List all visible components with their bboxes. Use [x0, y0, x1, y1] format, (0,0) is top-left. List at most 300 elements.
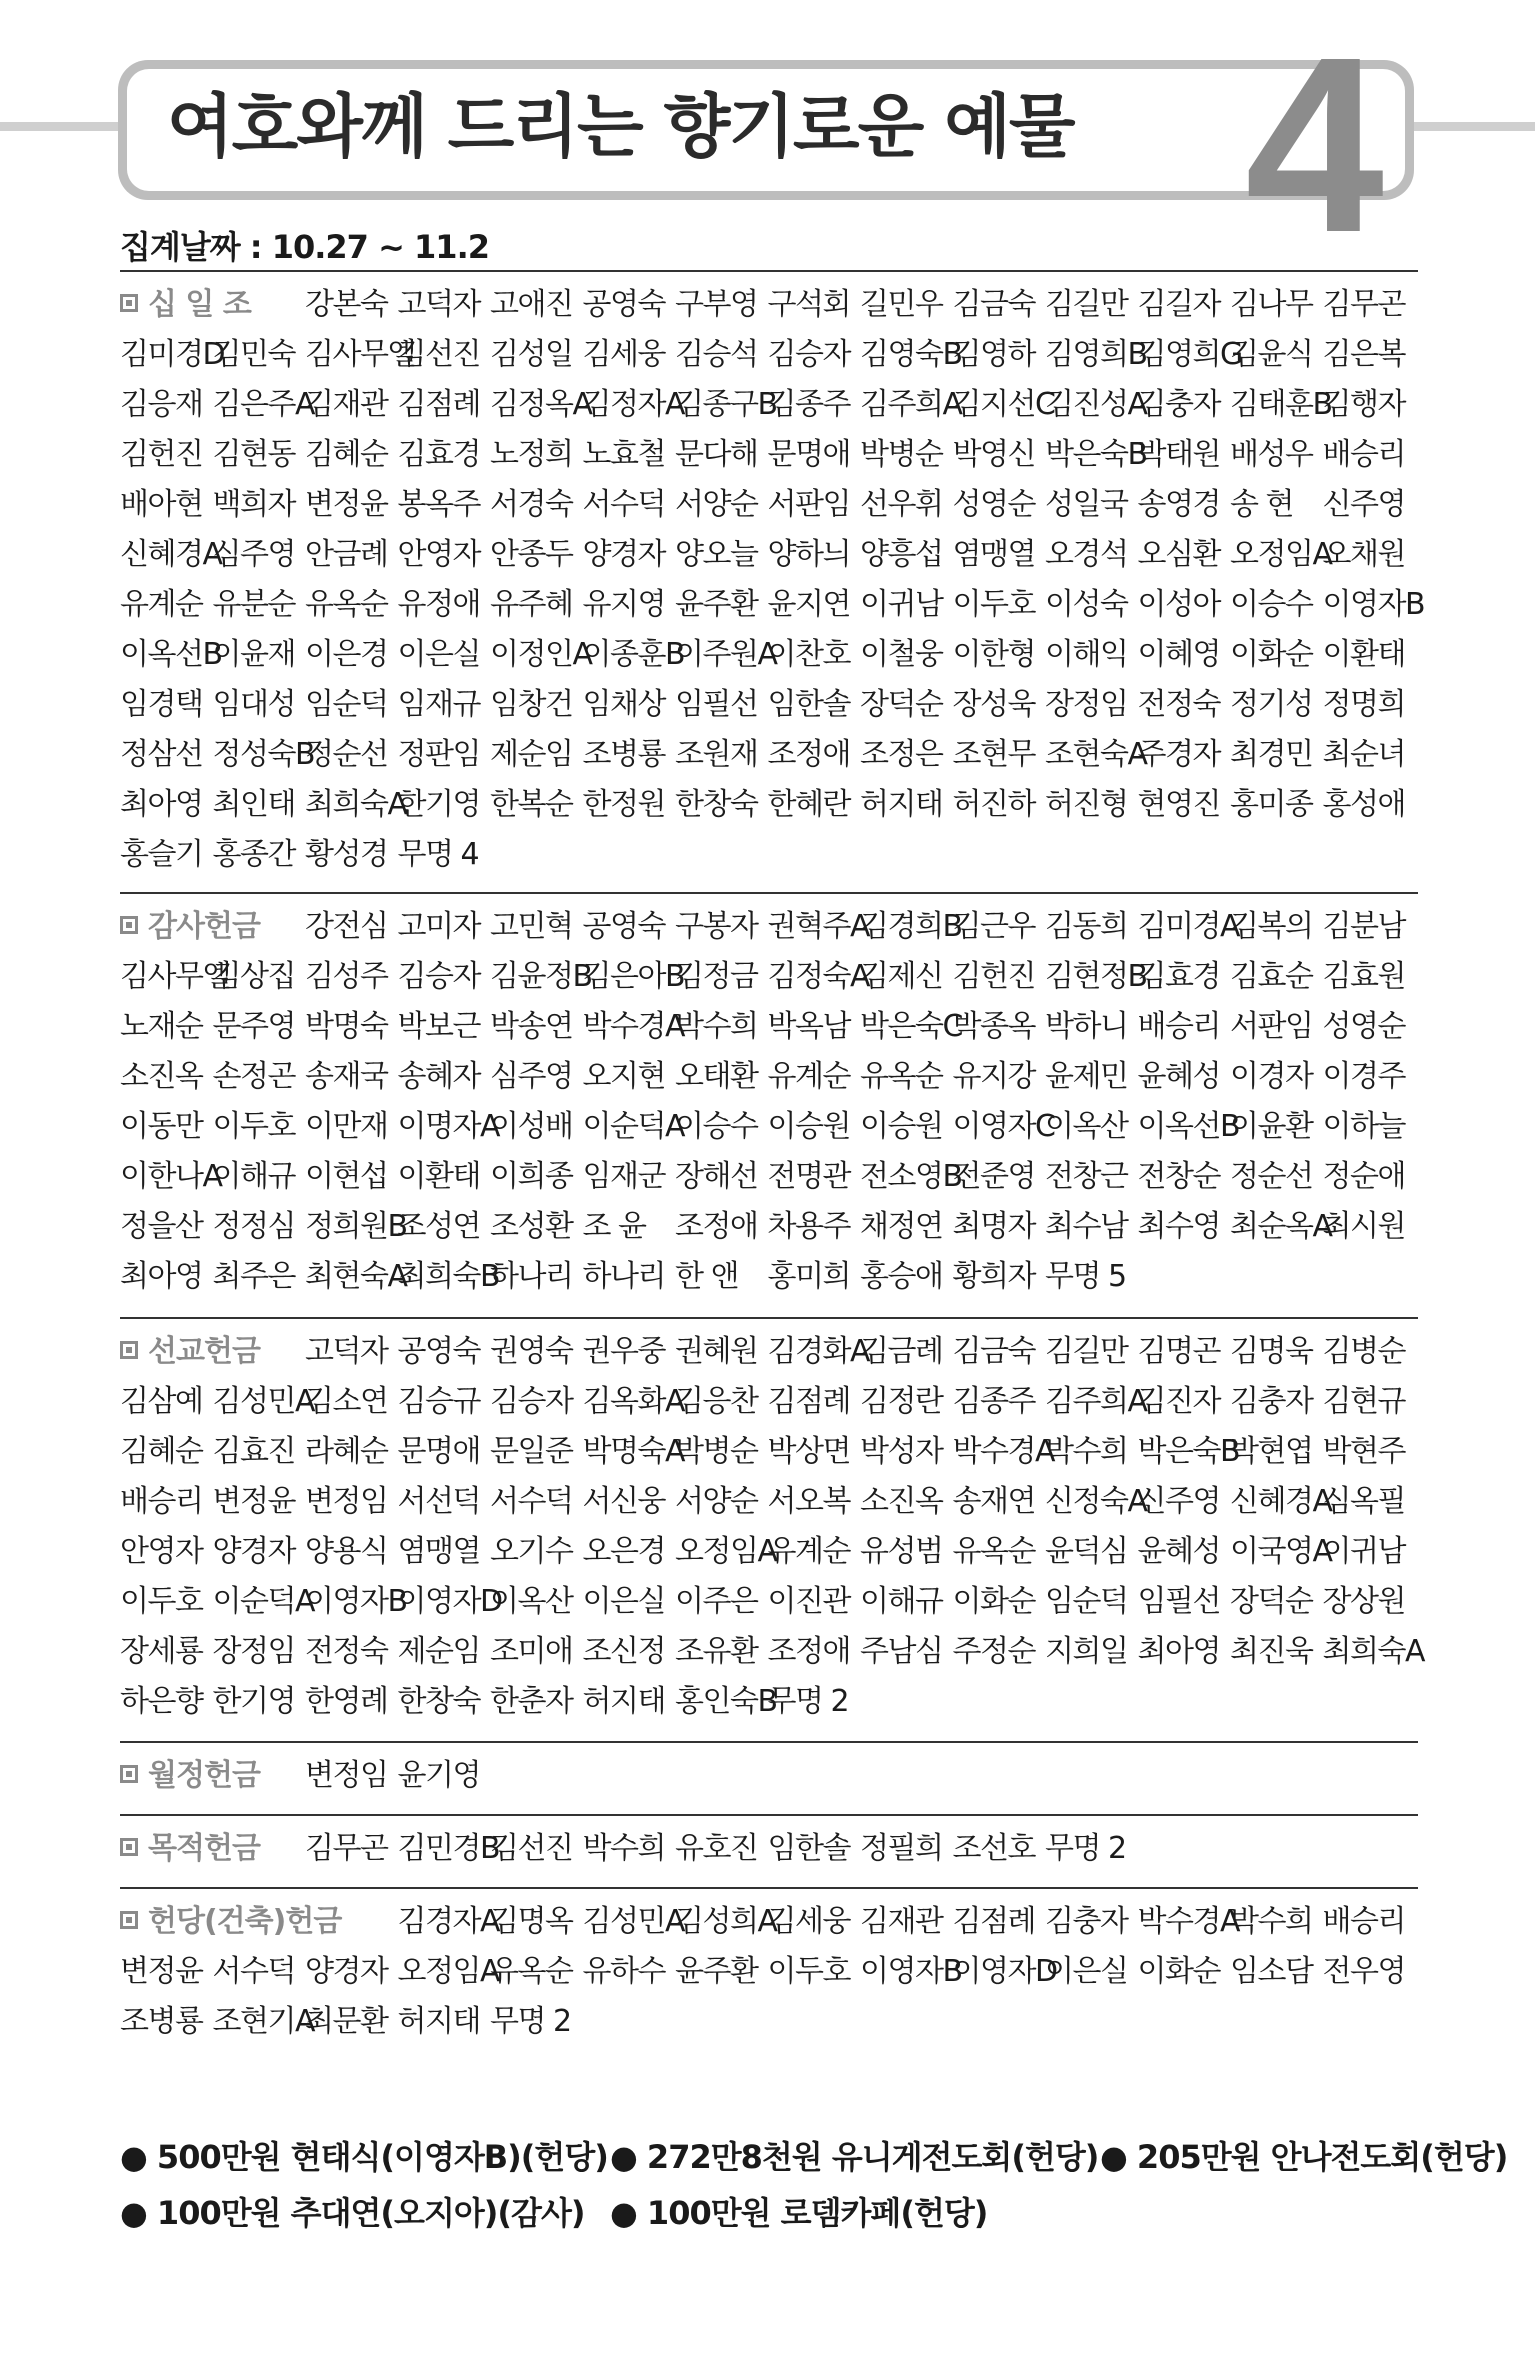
donor-name: 이승원 — [860, 1109, 943, 1144]
donor-name: 서수덕 — [582, 487, 665, 522]
donor-name: 공영숙 — [582, 287, 665, 322]
donor-name: 박은숙B — [1137, 1434, 1240, 1469]
donor-name: 윤덕심 — [1045, 1534, 1128, 1569]
donor-name: 김태훈B — [1230, 387, 1332, 422]
donor-name: 하나리 — [582, 1259, 665, 1294]
donor-name: 김진성A — [1045, 387, 1147, 422]
donor-name: 성일국 — [1045, 487, 1128, 522]
donor-name: 박명숙 — [305, 1009, 388, 1044]
donor-name: 전창순 — [1137, 1159, 1220, 1194]
donor-name: 유옥순 — [952, 1534, 1035, 1569]
section-label: 감사헌금 — [120, 902, 305, 952]
donor-name: 길민우 — [860, 287, 943, 322]
donor-name: 윤혜성 — [1137, 1534, 1220, 1569]
donor-name: 임필선 — [675, 687, 758, 722]
donor-name: 김길만 — [1045, 287, 1128, 322]
donor-name: 이영자B — [305, 1584, 407, 1619]
donor-name: 유지강 — [952, 1059, 1035, 1094]
donor-name: 최희숙A — [305, 787, 407, 822]
donor-name: 김소연 — [305, 1384, 388, 1419]
donor-name: 이은실 — [1045, 1954, 1128, 1989]
donor-name: 박영신 — [952, 437, 1035, 472]
donor-name: 김재관 — [305, 387, 388, 422]
donor-name: 염맹열 — [952, 537, 1035, 572]
donor-name: 양흥섭 — [860, 537, 943, 572]
checkbox-icon — [120, 1911, 138, 1929]
donor-name: 정명희 — [1322, 687, 1405, 722]
donor-name: 박하니 — [1045, 1009, 1128, 1044]
donor-name: 홍종간 — [212, 837, 295, 872]
donor-name: 문다해 — [675, 437, 758, 472]
donor-name: 변정윤 — [212, 1484, 295, 1519]
donor-name: 제순임 — [490, 737, 573, 772]
donor-name: 조현기A — [212, 2004, 314, 2039]
donor-name: 공영숙 — [582, 909, 665, 944]
donor-name: 최현숙A — [305, 1259, 407, 1294]
section-label: 십 일 조 — [120, 280, 305, 330]
donor-name: 김승자 — [490, 1384, 573, 1419]
donor-name: 이현섭 — [305, 1159, 388, 1194]
donor-name: 유분순 — [212, 587, 295, 622]
donor-name: 전준영 — [952, 1159, 1035, 1194]
bullet-icon: ● — [610, 2138, 637, 2176]
donor-name: 고미자 — [397, 909, 480, 944]
donor-name: 문명애 — [397, 1434, 480, 1469]
issue-number: 4 — [1245, 5, 1385, 284]
special-donations — [120, 2135, 1508, 2235]
donor-name: 김행자 — [1322, 387, 1405, 422]
donor-name: 성영순 — [1322, 1009, 1405, 1044]
donor-name: 박수희 — [675, 1009, 758, 1044]
donor-name: 유성범 — [860, 1534, 943, 1569]
donor-name: 노재순 — [120, 1009, 203, 1044]
donor-name: 김병순 — [1322, 1334, 1405, 1369]
donor-name: 오은경 — [582, 1534, 665, 1569]
donor-name: 정순선 — [305, 737, 388, 772]
donor-name: 구봉자 — [675, 909, 758, 944]
donor-name: 이한나A — [120, 1159, 222, 1194]
donor-name: 이귀남 — [1322, 1534, 1405, 1569]
donor-name: 차용주 — [767, 1209, 850, 1244]
donor-name: 서선덕 — [397, 1484, 480, 1519]
donor-name: 임재규 — [397, 687, 480, 722]
donor-name: 양경자 — [212, 1534, 295, 1569]
name-grid — [120, 1816, 1418, 1874]
donor-name: 최희숙B — [397, 1259, 500, 1294]
donor-name: 오기수 — [490, 1534, 573, 1569]
donor-name: 장덕순 — [1230, 1584, 1313, 1619]
donor-name: 김복의 — [1230, 909, 1313, 944]
donor-name: 장정임 — [212, 1634, 295, 1669]
donor-name: 무명 4 — [397, 837, 479, 872]
donor-name: 김정옥A — [490, 387, 592, 422]
donor-name: 김혜순 — [120, 1434, 203, 1469]
donor-name: 김미경A — [1137, 909, 1239, 944]
donor-name: 김금례 — [860, 1334, 943, 1369]
donor-name: 백희자 — [212, 487, 295, 522]
donor-name: 현영진 — [1137, 787, 1220, 822]
donor-name: 강전심 — [305, 909, 388, 944]
donor-name: 김응재 — [120, 387, 203, 422]
donor-name: 김상집 — [212, 959, 295, 994]
donor-name: 서수덕 — [490, 1484, 573, 1519]
donor-name: 김점례 — [397, 387, 480, 422]
donor-name: 김무곤 — [305, 1831, 388, 1866]
donor-name: 문주영 — [212, 1009, 295, 1044]
title-banner — [118, 60, 1414, 200]
donor-name: 이윤환 — [1230, 1109, 1313, 1144]
donor-name: 양하늬 — [767, 537, 850, 572]
donor-name: 유지영 — [582, 587, 665, 622]
donor-name: 김동희 — [1045, 909, 1128, 944]
donor-name: 이순덕A — [212, 1584, 314, 1619]
donor-name: 최명자 — [952, 1209, 1035, 1244]
donor-name: 손정곤 — [212, 1059, 295, 1094]
donor-name: 한춘자 — [490, 1684, 573, 1719]
donor-name: 김은주A — [212, 387, 314, 422]
bullet-icon: ● — [610, 2194, 637, 2232]
donor-name: 김종주 — [952, 1384, 1035, 1419]
donor-name: 송재연 — [952, 1484, 1035, 1519]
donor-name: 무명 5 — [1045, 1259, 1126, 1294]
donor-name: 박태원 — [1137, 437, 1220, 472]
donor-name: 임채상 — [582, 687, 665, 722]
donor-name: 문명애 — [767, 437, 850, 472]
donor-name: 김근우 — [952, 909, 1035, 944]
donor-name: 무명 2 — [1045, 1831, 1126, 1866]
donor-name: 심주영 — [490, 1059, 573, 1094]
donor-name: 이영자B — [860, 1954, 962, 1989]
donor-name: 구부영 — [675, 287, 758, 322]
donor-name: 이영자C — [952, 1109, 1055, 1144]
bullet-icon: ● — [120, 2138, 147, 2176]
donor-name: 김정란 — [860, 1384, 943, 1419]
donor-name: 배승리 — [1322, 437, 1405, 472]
donor-name: 이국영A — [1230, 1534, 1332, 1569]
donor-name: 심옥필 — [1322, 1484, 1405, 1519]
donor-name: 김종주 — [767, 387, 850, 422]
checkbox-icon — [120, 294, 138, 312]
donor-name: 이환태 — [1322, 637, 1405, 672]
donor-name: 전창근 — [1045, 1159, 1128, 1194]
donor-name: 임필선 — [1137, 1584, 1220, 1619]
donor-name: 홍인숙B — [675, 1684, 777, 1719]
bullet-icon: ● — [120, 2194, 147, 2232]
donor-name: 이정인A — [490, 637, 592, 672]
donor-name: 안종두 — [490, 537, 573, 572]
donor-name: 최수영 — [1137, 1209, 1220, 1244]
donor-name: 김명곤 — [1137, 1334, 1220, 1369]
donor-name: 장성욱 — [952, 687, 1035, 722]
donor-name: 전정숙 — [1137, 687, 1220, 722]
donor-name: 한 앤 — [675, 1259, 738, 1294]
donor-name: 허지태 — [582, 1684, 665, 1719]
donor-name: 김명옥 — [490, 1904, 573, 1939]
donor-name: 양경자 — [305, 1954, 388, 1989]
donor-name: 한창숙 — [397, 1684, 480, 1719]
donor-name: 박수희 — [582, 1831, 665, 1866]
donor-name: 조현무 — [952, 737, 1035, 772]
donor-name: 오태환 — [675, 1059, 758, 1094]
donor-name: 최아영 — [120, 787, 203, 822]
donor-name: 이화순 — [952, 1584, 1035, 1619]
donor-name: 윤제민 — [1045, 1059, 1128, 1094]
donor-name: 김충자 — [1045, 1904, 1128, 1939]
donor-name: 유정애 — [397, 587, 480, 622]
donor-name: 최주은 — [212, 1259, 295, 1294]
donor-name: 김나무 — [1230, 287, 1313, 322]
collection-period: 집계날짜 : 10.27 ~ 11.2 — [120, 228, 489, 266]
donor-name: 최인태 — [212, 787, 295, 822]
name-grid — [120, 272, 1425, 880]
donor-name: 오지현 — [582, 1059, 665, 1094]
donation-item: ● 272만8천원 유니게전도회(헌당) — [610, 2138, 1099, 2176]
donor-name: 박현엽 — [1230, 1434, 1313, 1469]
donor-name: 이영자D — [952, 1954, 1057, 1989]
donor-name: 이윤재 — [212, 637, 295, 672]
donor-name: 배성우 — [1230, 437, 1313, 472]
donor-name: 정순선 — [1230, 1159, 1313, 1194]
donor-name: 이은실 — [582, 1584, 665, 1619]
donor-name: 김충자 — [1230, 1384, 1313, 1419]
donor-name: 김윤식 — [1230, 337, 1313, 372]
donor-name: 홍승애 — [860, 1259, 943, 1294]
donor-name: 조성연 — [397, 1209, 480, 1244]
donor-name: 이두호 — [120, 1584, 203, 1619]
donor-name: 이옥선B — [120, 637, 222, 672]
donor-name: 변정윤 — [305, 487, 388, 522]
donor-name: 김현규 — [1322, 1384, 1405, 1419]
donor-name: 임소담 — [1230, 1954, 1313, 1989]
donor-name: 김영희G — [1137, 337, 1242, 372]
donor-name: 전우영 — [1322, 1954, 1405, 1989]
donor-name: 유옥순 — [490, 1954, 573, 1989]
donor-name: 이성숙 — [1045, 587, 1128, 622]
donor-name: 김혜순 — [305, 437, 388, 472]
donor-name: 무명 2 — [490, 2004, 571, 2039]
donor-name: 안영자 — [397, 537, 480, 572]
donor-name: 김지선C — [952, 387, 1055, 422]
donor-name: 김사무엘 — [120, 959, 230, 994]
section-6 — [120, 1887, 1418, 2047]
donor-name: 김성일 — [490, 337, 573, 372]
donor-name: 박송연 — [490, 1009, 573, 1044]
donor-name: 조 윤 — [582, 1209, 646, 1244]
donor-name: 김점례 — [952, 1904, 1035, 1939]
donor-name: 이승수 — [1230, 587, 1313, 622]
donor-name: 김충자 — [1137, 387, 1220, 422]
donor-name: 이영자B — [1322, 587, 1425, 622]
donor-name: 주경자 — [1137, 737, 1220, 772]
checkbox-icon — [120, 1341, 138, 1359]
donor-name: 김현정B — [1045, 959, 1147, 994]
donor-name: 최수남 — [1045, 1209, 1128, 1244]
donor-name: 조병룡 — [582, 737, 665, 772]
donor-name: 양용식 — [305, 1534, 388, 1569]
donor-name: 박명숙A — [582, 1434, 684, 1469]
donor-name: 최경민 — [1230, 737, 1313, 772]
donor-name: 이승원 — [767, 1109, 850, 1144]
donor-name: 홍미희 — [767, 1259, 850, 1294]
donor-name: 송혜자 — [397, 1059, 480, 1094]
donor-name: 김효순 — [1230, 959, 1313, 994]
donor-name: 김점례 — [767, 1384, 850, 1419]
donor-name: 이희종 — [490, 1159, 573, 1194]
donor-name: 박은숙B — [1045, 437, 1147, 472]
donor-name: 허지태 — [860, 787, 943, 822]
donor-name: 조신정 — [582, 1634, 665, 1669]
section-label: 목적헌금 — [120, 1824, 305, 1874]
donor-name: 윤지연 — [767, 587, 850, 622]
donation-item: ● 100만원 추대연(오지아)(감사) — [120, 2194, 585, 2232]
donor-name: 김성민A — [212, 1384, 314, 1419]
donor-name: 조정애 — [767, 737, 850, 772]
donor-name: 오정임A — [397, 1954, 499, 1989]
donor-name: 이옥산 — [1045, 1109, 1128, 1144]
donor-name: 이옥선B — [1137, 1109, 1240, 1144]
donor-name: 한혜란 — [767, 787, 850, 822]
donor-name: 홍슬기 — [120, 837, 203, 872]
donor-name: 홍미종 — [1230, 787, 1313, 822]
donor-name: 한정원 — [582, 787, 665, 822]
donor-name: 김승자 — [397, 959, 480, 994]
donor-name: 박상면 — [767, 1434, 850, 1469]
donor-name: 정성숙B — [212, 737, 315, 772]
donor-name: 이두호 — [952, 587, 1035, 622]
donor-name: 소진옥 — [120, 1059, 203, 1094]
donor-name: 최순녀 — [1322, 737, 1405, 772]
donor-name: 서수덕 — [212, 1954, 295, 1989]
donor-name: 윤기영 — [397, 1758, 480, 1793]
donor-name: 조원재 — [675, 737, 758, 772]
donor-name: 이은경 — [305, 637, 388, 672]
donor-name: 박현주 — [1322, 1434, 1405, 1469]
donor-name: 오심환 — [1137, 537, 1220, 572]
donor-name: 선우휘 — [860, 487, 943, 522]
donor-name: 김정금 — [675, 959, 758, 994]
donor-name: 김은아B — [582, 959, 685, 994]
donor-name: 박수희 — [1045, 1434, 1128, 1469]
section-label: 헌당(건축)헌금 — [120, 1897, 398, 1947]
donor-name: 이귀남 — [860, 587, 943, 622]
section-label: 월정헌금 — [120, 1751, 305, 1801]
donor-name: 김경자A — [397, 1904, 499, 1939]
donor-name: 한창숙 — [675, 787, 758, 822]
donor-name: 최순옥A — [1230, 1209, 1332, 1244]
donor-name: 이동만 — [120, 1109, 203, 1144]
donor-name: 안영자 — [120, 1534, 203, 1569]
donor-name: 김사무엘 — [305, 337, 415, 372]
donor-name: 이해익 — [1045, 637, 1128, 672]
donor-name: 김효진 — [212, 1434, 295, 1469]
donor-name: 최문환 — [305, 2004, 388, 2039]
donor-name: 송영경 — [1137, 487, 1220, 522]
donor-name: 한복순 — [490, 787, 573, 822]
donation-item: ● 205만원 안나전도회(헌당) — [1100, 2138, 1508, 2176]
donor-name: 최희숙A — [1322, 1634, 1424, 1669]
checkbox-icon — [120, 916, 138, 934]
donor-name: 김길자 — [1137, 287, 1220, 322]
section-1 — [120, 270, 1425, 880]
donor-name: 김효경 — [1137, 959, 1220, 994]
donor-name: 서오복 — [767, 1484, 850, 1519]
donor-name: 정을산 — [120, 1209, 203, 1244]
donor-name: 정판임 — [397, 737, 480, 772]
donor-name: 유계순 — [767, 1059, 850, 1094]
donor-name: 허진하 — [952, 787, 1035, 822]
donor-name: 노효철 — [582, 437, 665, 472]
donor-name: 유옥순 — [305, 587, 388, 622]
donor-name: 봉옥주 — [397, 487, 480, 522]
donor-name: 고덕자 — [397, 287, 480, 322]
donor-name: 이화순 — [1230, 637, 1313, 672]
donor-name: 박종옥 — [952, 1009, 1035, 1044]
donor-name: 이만재 — [305, 1109, 388, 1144]
donor-name: 조선호 — [952, 1831, 1035, 1866]
donor-name: 장상원 — [1322, 1584, 1405, 1619]
donor-name: 배아현 — [120, 487, 203, 522]
donor-name: 권혁주A — [767, 909, 869, 944]
donor-name: 이해규 — [212, 1159, 295, 1194]
section-label: 선교헌금 — [120, 1327, 305, 1377]
donor-name: 양오늘 — [675, 537, 758, 572]
donor-name: 박수경A — [582, 1009, 684, 1044]
donor-name: 박옥남 — [767, 1009, 850, 1044]
donor-name: 김미경D — [120, 337, 225, 372]
donor-name: 이환태 — [397, 1159, 480, 1194]
donor-name: 고덕자 — [305, 1334, 388, 1369]
donor-name: 이주원A — [675, 637, 777, 672]
donor-name: 임한솔 — [767, 687, 850, 722]
donor-name: 소진옥 — [860, 1484, 943, 1519]
donor-name: 조병룡 — [120, 2004, 203, 2039]
donor-name: 조현숙A — [1045, 737, 1147, 772]
donor-name: 이찬호 — [767, 637, 850, 672]
donor-name: 박수경A — [952, 1434, 1054, 1469]
donor-name: 장정임 — [1045, 687, 1128, 722]
donor-name: 조정은 — [860, 737, 943, 772]
donor-name: 김민경B — [397, 1831, 500, 1866]
donor-name: 김길만 — [1045, 1334, 1128, 1369]
donor-name: 고애진 — [490, 287, 573, 322]
donor-name: 이해규 — [860, 1584, 943, 1619]
donor-name: 배승리 — [120, 1484, 203, 1519]
donor-name: 김세웅 — [582, 337, 665, 372]
donor-name: 조미애 — [490, 1634, 573, 1669]
donor-name: 윤주환 — [675, 1954, 758, 1989]
donor-name: 전정숙 — [305, 1634, 388, 1669]
donor-name: 문일준 — [490, 1434, 573, 1469]
donor-name: 임경택 — [120, 687, 203, 722]
donor-name: 김진자 — [1137, 1384, 1220, 1419]
donor-name: 윤주환 — [675, 587, 758, 622]
donor-name: 유계순 — [767, 1534, 850, 1569]
donor-name: 정희원B — [305, 1209, 407, 1244]
donor-name: 김승자 — [767, 337, 850, 372]
donor-name: 김효원 — [1322, 959, 1405, 994]
donor-name: 임순덕 — [1045, 1584, 1128, 1619]
donor-name: 제순임 — [397, 1634, 480, 1669]
donor-name: 이두호 — [212, 1109, 295, 1144]
section-3 — [120, 1317, 1424, 1727]
name-grid — [120, 1319, 1424, 1727]
donor-name: 김성주 — [305, 959, 388, 994]
donor-name: 한기영 — [212, 1684, 295, 1719]
donor-name: 김효경 — [397, 437, 480, 472]
donation-item: ● 500만원 현태식(이영자B)(헌당) — [120, 2138, 608, 2176]
donor-name: 조유환 — [675, 1634, 758, 1669]
donor-name: 이하늘 — [1322, 1109, 1405, 1144]
